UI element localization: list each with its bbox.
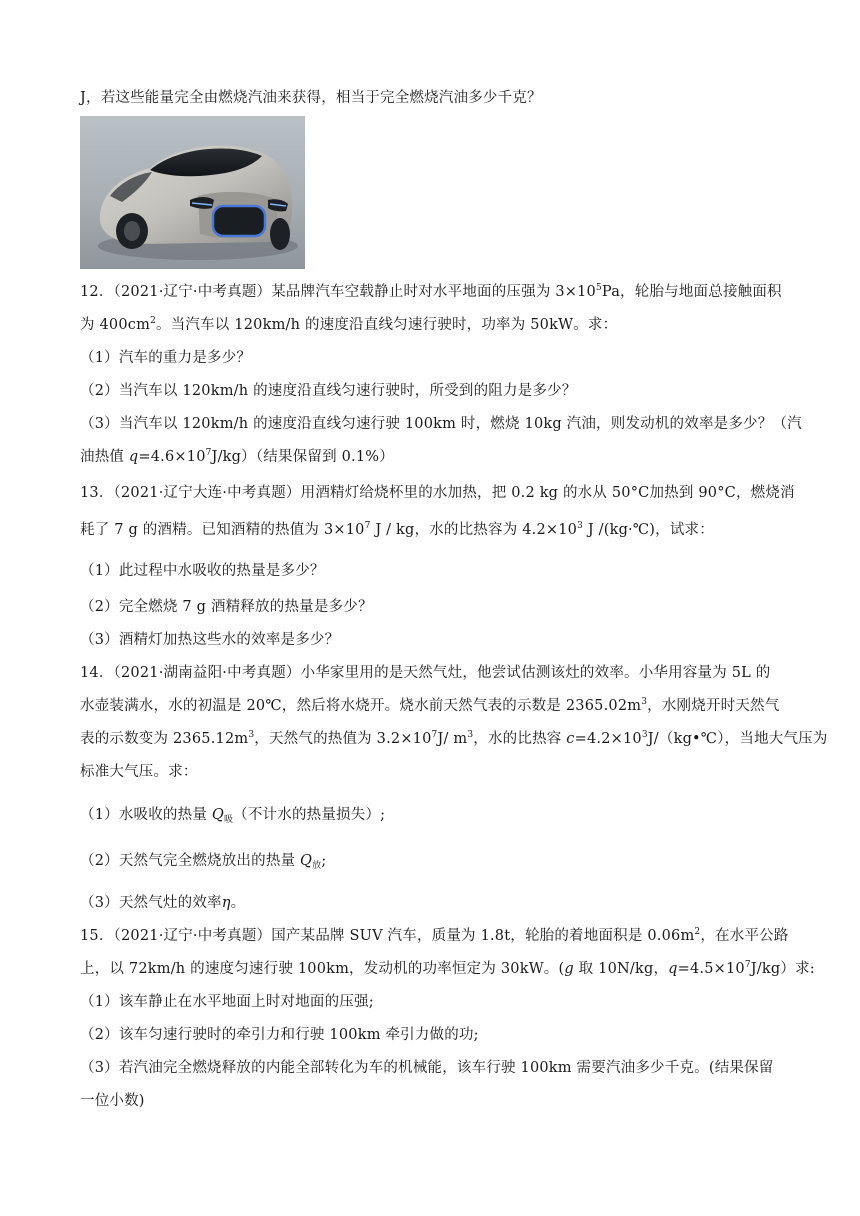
sub-question: （3）当汽车以 120km/h 的速度沿直线匀速行驶 100km 时，燃烧 10kg 汽油，则发动机的效率是多少？（汽 <box>80 416 802 432</box>
sub-question: （3）若汽油完全燃烧释放的内能全部转化为车的机械能，该车行驶 100km 需要汽油多少千克。(结果保留 <box>80 1060 774 1076</box>
sub-question: （2）完全燃烧 7 g 酒精释放的热量是多少？ <box>80 599 373 615</box>
text-line: J，若这些能量完全由燃烧汽油来获得，相当于完全燃烧汽油多少千克？ <box>80 90 542 106</box>
car-illustration <box>80 116 305 269</box>
sub-question: （1）该车静止在水平地面上时对地面的压强; <box>80 994 374 1010</box>
car-photo <box>80 116 305 269</box>
question-15-line: 15．（2021·辽宁·中考真题）国产某品牌 SUV 汽车，质量为 1.8t，轮胎的着地面积是 $0.06m^2$，在水平公路 <box>80 927 789 944</box>
sub-question: （1）汽车的重力是多少？ <box>80 350 252 366</box>
question-13-line: 13．（2021·辽宁大连·中考真题）用酒精灯给烧杯里的水加热，把 0.2 kg 的水从 50°C加热到 90°C，燃烧消 <box>80 485 795 501</box>
sub-question: （1）水吸收的热量 $Q_吸$（不计水的热量损失）; <box>80 807 386 825</box>
text-line: 水壶装满水，水的初温是 20℃，然后将水烧开。烧水前天然气表的示数是 $2365.02m^3$，水刚烧开时天然气 <box>80 697 780 714</box>
sub-question: （1）此过程中水吸收的热量是多少？ <box>80 563 325 579</box>
text-line: 表的示数变为 $2365.12m^3$，天然气的热值为 $3.2\times 10^7J/$ $m^3$，水的比热容 $c=4.2\times 10^3J/(kg•℃)$，当地大气压为 <box>80 730 828 747</box>
question-12-line: 12．（2021·辽宁·中考真题）某品牌汽车空载静止时对水平地面的压强为 $3\times 10^5Pa$，轮胎与地面总接触面积 <box>80 283 782 300</box>
text-line: 耗了 7 g 的酒精。已知酒精的热值为 $3\times 10^7$ J / kg，水的比热容为 $4.2\times 10^3$ J /(kg·℃)，试求： <box>80 521 714 538</box>
text-line: 油热值 $q=4.6\times 10^7J/kg$）（结果保留到 0.1%） <box>80 448 394 465</box>
question-14-line: 14．（2021·湖南益阳·中考真题）小华家里用的是天然气灶，他尝试估测该灶的效率。小华用容量为 5L 的 <box>80 665 771 681</box>
sub-question: （2）天然气完全燃烧放出的热量 $Q_放$; <box>80 853 327 871</box>
sub-question: （3）酒精灯加热这些水的效率是多少？ <box>80 632 340 648</box>
text-line: 标准大气压。求： <box>80 764 198 780</box>
sub-question: （2）该车匀速行驶时的牵引力和行驶 100km 牵引力做的功; <box>80 1027 479 1043</box>
sub-question: （3）天然气灶的效率η。 <box>80 895 246 911</box>
text-line: 一位小数) <box>80 1093 145 1109</box>
text-line: 上，以 72km/h 的速度匀速行驶 100km，发动机的功率恒定为 30kW。(g 取 10N/kg，$q=4.5\times 10^7J/kg$）求: <box>80 960 815 977</box>
text-line: 为 $400cm^2$。当汽车以 120km/h 的速度沿直线匀速行驶时，功率为 50kW。求： <box>80 316 618 333</box>
sub-question: （2）当汽车以 120km/h 的速度沿直线匀速行驶时，所受到的阻力是多少？ <box>80 383 577 399</box>
